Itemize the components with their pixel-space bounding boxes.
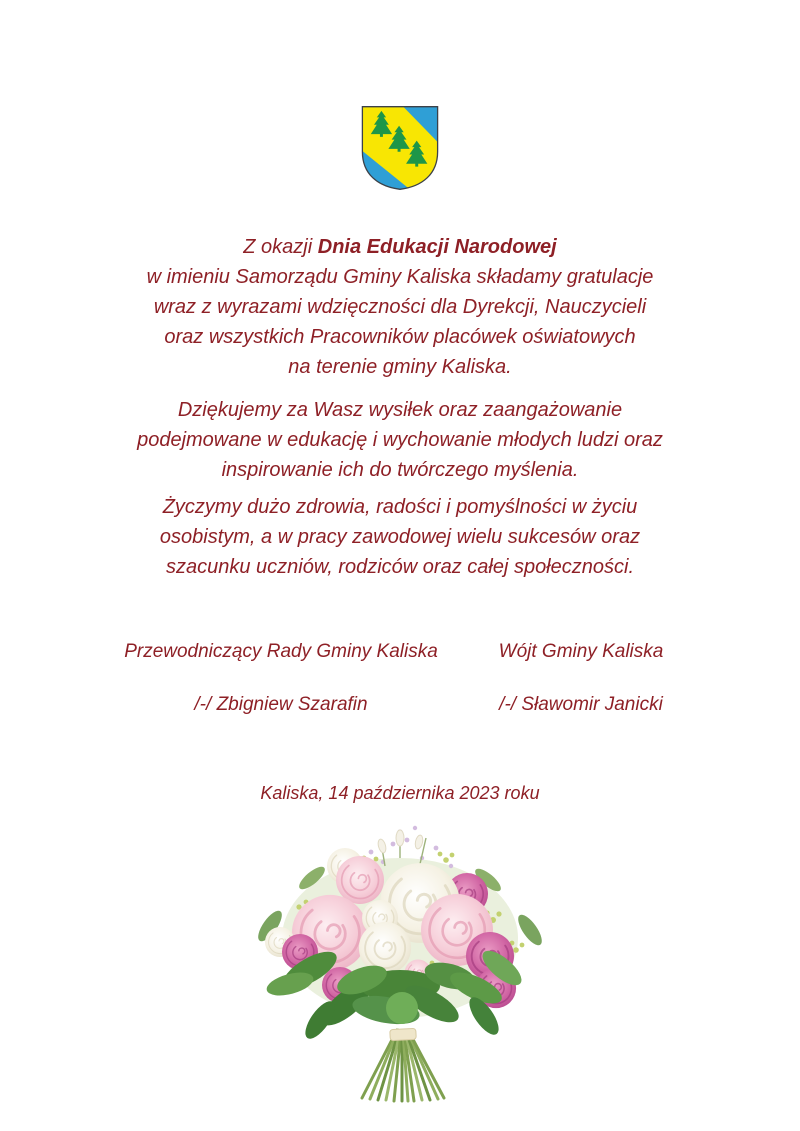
intro-line-4: na terenie gminy Kaliska. [288,356,512,378]
thanks-paragraph [0,395,800,485]
intro-line-3: oraz wszystkich Pracowników placówek oświatowych [164,326,636,348]
signature-right [401,637,761,720]
thanks-line-3: inspirowanie ich do twórczego myślenia. [221,459,579,481]
wishes-line-3: szacunku uczniów, rodziców oraz całej społeczności. [166,556,634,578]
dateline: Kaliska, 14 października 2023 roku [260,783,540,803]
title-prefix: Z okazji [243,236,318,258]
greeting-paragraph [0,232,800,382]
signature-right-title: Wójt Gminy Kaliska [498,641,664,662]
intro-line-1: w imieniu Samorządu Gminy Kaliska składamy gratulacje [146,266,654,288]
title-bold: Dnia Edukacji Narodowej [317,236,557,258]
signature-left-title: Przewodniczący Rady Gminy Kaliska [124,641,438,662]
thanks-line-2: podejmowane w edukację i wychowanie młodych ludzi oraz [137,429,663,451]
wishes-line-1: Życzymy dużo zdrowia, radości i pomyślności w życiu [162,496,638,518]
wishes-paragraph [0,492,800,582]
wishes-line-2: osobistym, a w pracy zawodowej wielu sukcesów oraz [159,526,641,548]
signature-right-name: /-/ Sławomir Janicki [499,694,663,715]
thanks-line-1: Dziękujemy za Wasz wysiłek oraz zaangażowanie [177,399,623,421]
bouquet-image [250,818,550,1110]
intro-line-2: wraz z wyrazami wdzięczności dla Dyrekcji, Nauczycieli [153,296,647,318]
title-line [0,232,800,262]
signature-left-name: /-/ Zbigniew Szarafin [194,694,368,715]
coat-of-arms-icon [361,103,439,193]
